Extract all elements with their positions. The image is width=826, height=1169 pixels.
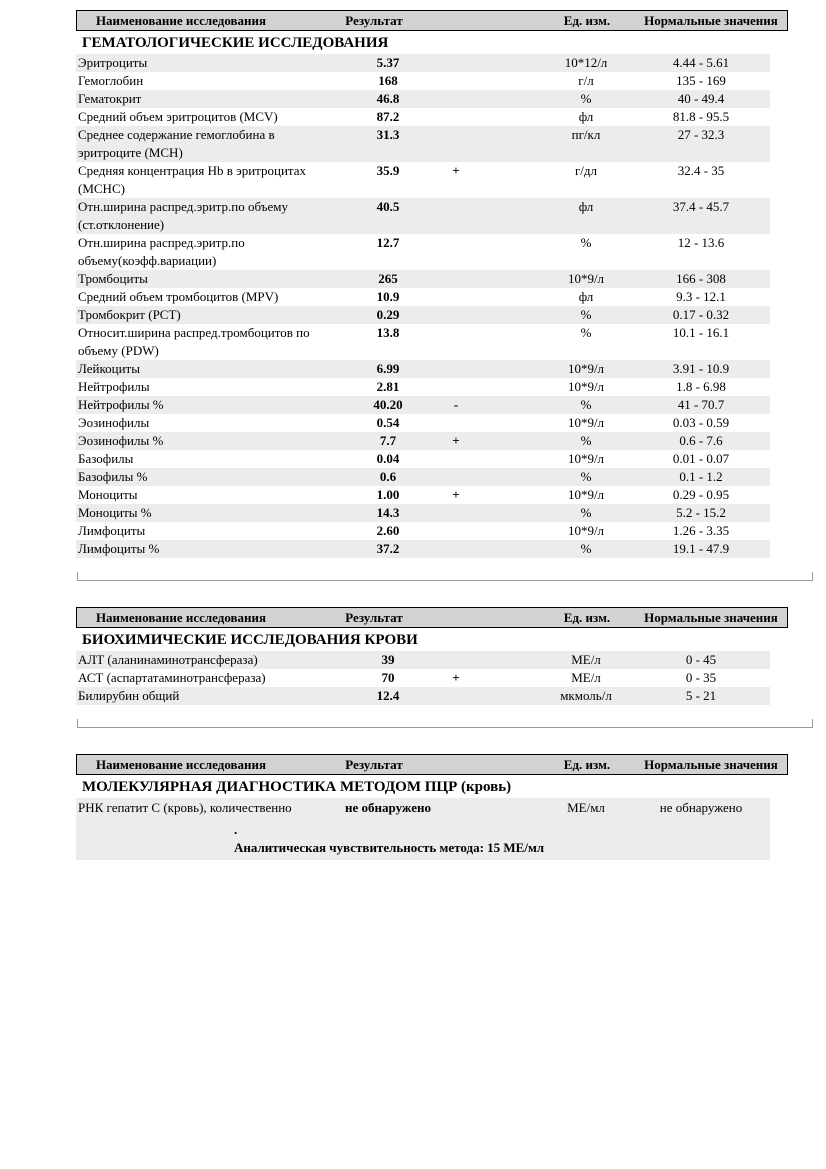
normal-range: 0.17 - 0.32 xyxy=(672,307,730,322)
unit-value: фл xyxy=(578,109,594,124)
note-line: Аналитическая чувствительность метода: 15 МЕ/мл xyxy=(234,840,545,855)
table-bottom-bracket xyxy=(77,572,813,581)
table-row xyxy=(76,669,770,687)
normal-range: 0.1 - 1.2 xyxy=(679,469,723,484)
normal-range: 12 - 13.6 xyxy=(677,235,725,250)
result-value: 7.7 xyxy=(379,433,397,448)
table-header-row xyxy=(76,10,788,31)
table-gap xyxy=(76,860,788,886)
normal-range: 32.4 - 35 xyxy=(677,163,725,178)
lab-table xyxy=(76,607,788,754)
unit-value: % xyxy=(580,91,592,106)
abnormal-flag: + xyxy=(452,163,460,178)
analyte-name: Лейкоциты xyxy=(78,361,140,376)
result-value: 2.81 xyxy=(376,379,400,394)
table-header-row xyxy=(76,607,788,628)
table-row xyxy=(76,799,770,817)
unit-value: МЕ/л xyxy=(571,652,601,667)
column-header-result: Результат xyxy=(345,610,403,625)
column-header-result: Результат xyxy=(345,13,403,28)
unit-value: % xyxy=(580,433,592,448)
result-value: 14.3 xyxy=(376,505,400,520)
lab-table xyxy=(76,754,788,886)
normal-range: 10.1 - 16.1 xyxy=(672,325,730,340)
result-value: 2.60 xyxy=(376,523,400,538)
result-value: 40.5 xyxy=(376,199,400,214)
normal-range: 0.01 - 0.07 xyxy=(672,451,730,466)
unit-value: % xyxy=(580,397,592,412)
analyte-name: Лимфоциты xyxy=(78,523,146,538)
unit-value: МЕ/л xyxy=(571,670,601,685)
table-rows xyxy=(76,651,770,705)
lab-table xyxy=(76,10,788,607)
normal-range: 9.3 - 12.1 xyxy=(676,289,726,304)
column-header-name: Наименование исследования xyxy=(95,610,267,625)
column-header-spacer xyxy=(477,11,541,30)
table-row xyxy=(76,108,770,126)
normal-range: 0.03 - 0.59 xyxy=(672,415,730,430)
unit-value: фл xyxy=(578,289,594,304)
normal-range: не обнаружено xyxy=(659,800,743,815)
table-row xyxy=(76,450,770,468)
analyte-name: Средняя концентрация Hb в эритроцитах (MCHC) xyxy=(78,163,307,196)
result-value: 0.29 xyxy=(376,307,400,322)
section-title: МОЛЕКУЛЯРНАЯ ДИАГНОСТИКА МЕТОДОМ ПЦР (кровь) xyxy=(82,779,512,795)
table-row xyxy=(76,54,770,72)
table-row xyxy=(76,486,770,504)
table-row xyxy=(76,306,770,324)
normal-range: 0 - 35 xyxy=(685,670,717,685)
normal-range: 37.4 - 45.7 xyxy=(672,199,730,214)
analyte-name: Базофилы % xyxy=(78,469,148,484)
column-header-unit: Ед. изм. xyxy=(563,610,611,625)
analyte-name: Тромбоциты xyxy=(78,271,148,286)
column-header-spacer xyxy=(437,755,477,774)
result-value: 5.37 xyxy=(376,55,400,70)
analyte-name: Нейтрофилы % xyxy=(78,397,164,412)
table-header-row xyxy=(76,754,788,775)
result-value: 0.6 xyxy=(379,469,397,484)
abnormal-flag: - xyxy=(453,397,459,412)
normal-range: 81.8 - 95.5 xyxy=(672,109,730,124)
normal-range: 166 - 308 xyxy=(676,271,726,286)
result-value: 265 xyxy=(378,271,398,286)
section-title: ГЕМАТОЛОГИЧЕСКИЕ ИССЛЕДОВАНИЯ xyxy=(82,35,389,51)
unit-value: г/л xyxy=(578,73,594,88)
unit-value: 10*9/л xyxy=(567,523,605,538)
unit-value: % xyxy=(580,541,592,556)
result-value: 70 xyxy=(381,670,395,685)
analyte-name: Средний объем тромбоцитов (MPV) xyxy=(78,289,279,304)
table-row xyxy=(76,522,770,540)
result-value: не обнаружено xyxy=(345,800,431,815)
table-row xyxy=(76,288,770,306)
table-row xyxy=(76,378,770,396)
table-row xyxy=(76,651,770,669)
unit-value: % xyxy=(580,235,592,250)
normal-range: 40 - 49.4 xyxy=(677,91,725,106)
analyte-name: Лимфоциты % xyxy=(78,541,160,556)
table-bottom-bracket xyxy=(77,719,813,728)
unit-value: г/дл xyxy=(574,163,598,178)
column-header-spacer xyxy=(437,608,477,627)
analyte-name: Среднее содержание гемоглобина в эритроците (MCH) xyxy=(78,127,275,160)
normal-range: 1.8 - 6.98 xyxy=(676,379,726,394)
result-value: 35.9 xyxy=(376,163,400,178)
unit-value: 10*9/л xyxy=(567,271,605,286)
table-row xyxy=(76,360,770,378)
unit-value: % xyxy=(580,469,592,484)
table-row xyxy=(76,540,770,558)
analyte-name: Билирубин общий xyxy=(78,688,180,703)
column-header-spacer xyxy=(477,755,541,774)
analyte-name: Эритроциты xyxy=(78,55,148,70)
normal-range: 0 - 45 xyxy=(685,652,717,667)
result-value: 39 xyxy=(381,652,395,667)
unit-value: 10*9/л xyxy=(567,487,605,502)
table-row xyxy=(76,432,770,450)
result-value: 168 xyxy=(378,73,398,88)
unit-value: мкмоль/л xyxy=(560,688,612,703)
analyte-name: Гемоглобин xyxy=(78,73,144,88)
normal-range: 19.1 - 47.9 xyxy=(672,541,730,556)
table-row xyxy=(76,90,770,108)
unit-value: фл xyxy=(578,199,594,214)
analyte-name: Базофилы xyxy=(78,451,134,466)
result-value: 12.7 xyxy=(376,235,400,250)
analyte-name: Средний объем эритроцитов (MCV) xyxy=(78,109,278,124)
normal-range: 0.29 - 0.95 xyxy=(672,487,730,502)
table-rows xyxy=(76,798,770,860)
column-header-unit: Ед. изм. xyxy=(563,13,611,28)
table-row xyxy=(76,72,770,90)
normal-range: 5.2 - 15.2 xyxy=(676,505,726,520)
analyte-name: АЛТ (аланинаминотрансфераза) xyxy=(78,652,258,667)
table-row xyxy=(76,234,770,270)
analyte-name: Нейтрофилы xyxy=(78,379,150,394)
analyte-name: РНК гепатит C (кровь), количественно xyxy=(78,800,292,815)
column-header-name: Наименование исследования xyxy=(95,757,267,772)
analyte-name: Гематокрит xyxy=(78,91,142,106)
unit-value: пг/кл xyxy=(571,127,601,142)
analyte-name: Тромбокрит (PCT) xyxy=(78,307,181,322)
abnormal-flag: + xyxy=(452,433,460,448)
result-value: 1.00 xyxy=(376,487,400,502)
unit-value: 10*9/л xyxy=(567,451,605,466)
table-row xyxy=(76,504,770,522)
column-header-result: Результат xyxy=(345,757,403,772)
analyte-name: Отн.ширина распред.эритр.по объему (ст.отклонение) xyxy=(78,199,288,232)
normal-range: 27 - 32.3 xyxy=(677,127,725,142)
unit-value: 10*12/л xyxy=(564,55,608,70)
section-title: БИОХИМИЧЕСКИЕ ИССЛЕДОВАНИЯ КРОВИ xyxy=(82,632,418,648)
result-value: 0.04 xyxy=(376,451,400,466)
lab-report-tables xyxy=(76,10,826,886)
analyte-name: Моноциты xyxy=(78,487,138,502)
result-value: 13.8 xyxy=(376,325,400,340)
analyte-name: Отн.ширина распред.эритр.по объему(коэфф.вариации) xyxy=(78,235,245,268)
normal-range: 135 - 169 xyxy=(676,73,726,88)
result-value: 87.2 xyxy=(376,109,400,124)
analyte-name: Эозинофилы xyxy=(78,415,150,430)
column-header-name: Наименование исследования xyxy=(95,13,267,28)
normal-range: 5 - 21 xyxy=(685,688,717,703)
unit-value: 10*9/л xyxy=(567,361,605,376)
table-rows xyxy=(76,54,770,558)
column-header-normal: Нормальные значения xyxy=(644,13,778,28)
normal-range: 4.44 - 5.61 xyxy=(672,55,730,70)
result-value: 10.9 xyxy=(376,289,400,304)
note-line: . xyxy=(234,822,238,837)
abnormal-flag: + xyxy=(452,487,460,502)
column-header-normal: Нормальные значения xyxy=(644,610,778,625)
result-value: 40.20 xyxy=(373,397,403,412)
result-value: 0.54 xyxy=(376,415,400,430)
table-row xyxy=(76,198,770,234)
result-value: 12.4 xyxy=(376,688,400,703)
table-row xyxy=(76,468,770,486)
table-row xyxy=(76,270,770,288)
unit-value: 10*9/л xyxy=(567,379,605,394)
analyte-name: Эозинофилы % xyxy=(78,433,164,448)
table-row xyxy=(76,324,770,360)
column-header-spacer xyxy=(437,11,477,30)
table-row xyxy=(76,126,770,162)
result-value: 37.2 xyxy=(376,541,400,556)
normal-range: 3.91 - 10.9 xyxy=(672,361,730,376)
table-row xyxy=(76,687,770,705)
result-value: 6.99 xyxy=(376,361,400,376)
analyte-name: АСТ (аспартатаминотрансфераза) xyxy=(78,670,266,685)
result-value: 31.3 xyxy=(376,127,400,142)
analyte-name: Моноциты % xyxy=(78,505,152,520)
unit-value: % xyxy=(580,325,592,340)
analyte-name: Относит.ширина распред.тромбоцитов по объему (PDW) xyxy=(78,325,310,358)
column-header-unit: Ед. изм. xyxy=(563,757,611,772)
column-header-spacer xyxy=(477,608,541,627)
result-value: 46.8 xyxy=(376,91,400,106)
table-row xyxy=(76,414,770,432)
normal-range: 1.26 - 3.35 xyxy=(672,523,730,538)
unit-value: 10*9/л xyxy=(567,415,605,430)
unit-value: % xyxy=(580,505,592,520)
column-header-normal: Нормальные значения xyxy=(644,757,778,772)
normal-range: 41 - 70.7 xyxy=(677,397,725,412)
table-gap xyxy=(76,581,788,607)
abnormal-flag: + xyxy=(452,670,460,685)
table-row xyxy=(76,162,770,198)
table-gap xyxy=(76,728,788,754)
unit-value: % xyxy=(580,307,592,322)
normal-range: 0.6 - 7.6 xyxy=(679,433,723,448)
unit-value: МЕ/мл xyxy=(567,800,605,815)
table-row xyxy=(76,396,770,414)
